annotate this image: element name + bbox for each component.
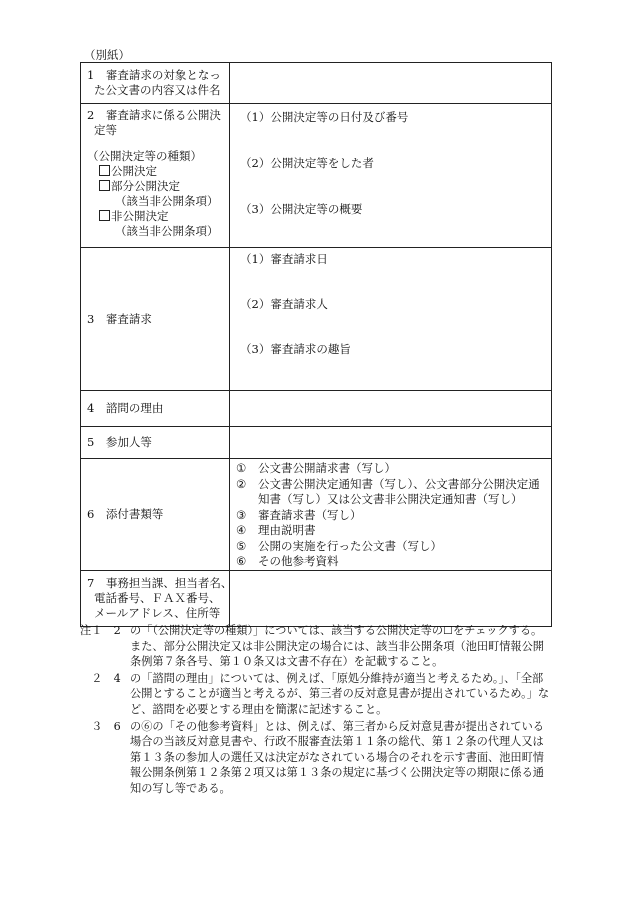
decision-type-partial[interactable]: [87, 179, 225, 194]
attachment-item: [230, 554, 551, 570]
checkbox-partial-disclosure[interactable]: [99, 180, 110, 191]
row-1-label-cell: [81, 63, 230, 104]
form-row-1: [81, 63, 552, 104]
attachment-text: 審査請求書（写し）: [258, 507, 362, 522]
row-6-label: 6 添付書類等: [87, 506, 164, 521]
decision-types-heading: （公開決定等の種類）: [87, 149, 202, 163]
decision-date-number-item: （1）公開決定等の日付及び番号: [240, 110, 409, 124]
row-1-label-line-1: 1 審査請求の対象となっ: [87, 68, 221, 82]
request-purpose-item: （3）審査請求の趣旨: [240, 342, 351, 356]
row-6-value-cell: [230, 459, 552, 571]
note-1-line-1: の「（公開決定等の種類）」については、該当する公開決定等の☐をチェックする。: [130, 624, 543, 637]
row-7-label-cell: [81, 570, 233, 626]
row-5-label-cell: [81, 427, 230, 459]
notes-section: [80, 623, 550, 797]
note-2: [80, 671, 550, 718]
form-row-3: [81, 248, 552, 391]
attachment-text: その他参考資料: [258, 554, 339, 568]
attachment-text: 公文書公開決定通知書（写し）、公文書部分公開決定通知書（写し）又は公文書非公開決定通知書（写し）: [258, 476, 540, 506]
attachment-text: 理由説明書: [258, 523, 316, 537]
form-row-7: [81, 570, 552, 626]
row-7-label-line-1: 7 事務担当課、担当者名、: [87, 575, 233, 590]
note-1-line-2: また、部分公開決定又は非公開決定の場合には、該当非公開条項（池田町情報公開条例第７条各号、第１０条又は文書不存在）を記載すること。: [130, 639, 544, 669]
attachment-number: ⑥: [236, 554, 247, 568]
row-1-value-cell[interactable]: [230, 63, 552, 104]
row-6-label-cell: [81, 459, 230, 571]
decision-type-full[interactable]: [87, 164, 225, 179]
row-2-label-line-2: 定等: [94, 123, 117, 137]
note-2-line-1: の「諮問の理由」については、例えば、「原処分維持が適当と考えるため。」、「全部公開とすることが適当と考えるが、第三者の反対意見書が提出されているため。」など、諮問を必要とする理由を簡潔に記述すること。: [130, 671, 550, 716]
requester-item: （2）審査請求人: [240, 297, 328, 311]
row-7-label-line-2: 電話番号、ＦＡＸ番号、: [94, 590, 221, 605]
row-2-value-cell[interactable]: [230, 104, 552, 248]
row-5-label: 5 参加人等: [87, 435, 152, 449]
note-3-line-1: の⑥の「その他参考資料」とは、例えば、第三者から反対意見書が提出されている場合の当該反対意見書や、行政不服審査法第１１条の総代、第１２条の代理人又は第１３条の参加人の選任又は決定がなされている場合のそれを示す書面、池田町情報公開条例第１２条第２項又は第１３条の規定に基づく公開決定等の期限に係る通知の写し等である。: [130, 719, 544, 795]
row-1-label-line-2: た公文書の内容又は件名: [94, 83, 221, 97]
form-row-5: [81, 427, 552, 459]
attachment-number: ⑤: [236, 538, 247, 553]
decision-maker-item: （2）公開決定等をした者: [240, 156, 374, 170]
row-7-value-cell[interactable]: [230, 570, 552, 626]
note-2-key: ２ 4: [80, 671, 121, 685]
form-row-4: [81, 391, 552, 427]
annex-label: （別紙）: [84, 48, 130, 62]
note-3: [80, 719, 550, 797]
attachment-text: 公文書公開請求書（写し）: [258, 461, 396, 475]
attachment-item: [230, 508, 551, 524]
row-5-value-cell[interactable]: [230, 427, 552, 459]
attachment-item: [230, 523, 551, 539]
row-3-label: 3 審査請求: [87, 311, 152, 326]
attachment-number: ③: [236, 507, 247, 522]
note-1: [80, 623, 550, 670]
attachment-item: [230, 461, 551, 477]
note-1-key: 注１ 2: [80, 624, 121, 637]
decision-type-partial-label: 部分公開決定: [111, 179, 180, 193]
nondisclosure-clause-note: （該当非公開条項）: [115, 224, 219, 238]
decision-type-nondisclosure[interactable]: [87, 209, 225, 224]
decision-type-full-label: 公開決定: [111, 164, 157, 178]
row-3-value-cell[interactable]: [230, 248, 552, 391]
attachment-number: ④: [236, 523, 247, 537]
row-3-label-cell: [81, 248, 230, 391]
checkbox-full-disclosure[interactable]: [99, 165, 110, 176]
row-4-label-cell: [81, 391, 230, 427]
request-date-item: （1）審査請求日: [240, 252, 328, 266]
decision-summary-item: （3）公開決定等の概要: [240, 202, 363, 216]
row-7-label-line-3: メールアドレス、住所等: [94, 605, 221, 620]
attachment-number: ②: [236, 476, 247, 491]
attachment-number: ①: [236, 461, 247, 475]
row-4-label: 4 諮問の理由: [87, 401, 164, 415]
form-row-2: [81, 104, 552, 248]
checkbox-nondisclosure[interactable]: [99, 210, 110, 221]
note-3-key: ３ 6: [80, 719, 121, 733]
decision-type-nondisclosure-label: 非公開決定: [111, 209, 169, 223]
attachment-item: [230, 477, 551, 508]
partial-clause-note: （該当非公開条項）: [115, 194, 219, 208]
row-2-label-cell: [81, 104, 230, 248]
row-2-label-line-1: 2 審査請求に係る公開決: [87, 108, 221, 122]
form-row-6: [81, 459, 552, 571]
attachment-text: 公開の実施を行った公文書（写し）: [258, 538, 442, 553]
attachment-item: [230, 539, 551, 555]
row-4-value-cell[interactable]: [230, 391, 552, 427]
request-form-table: [80, 62, 552, 627]
